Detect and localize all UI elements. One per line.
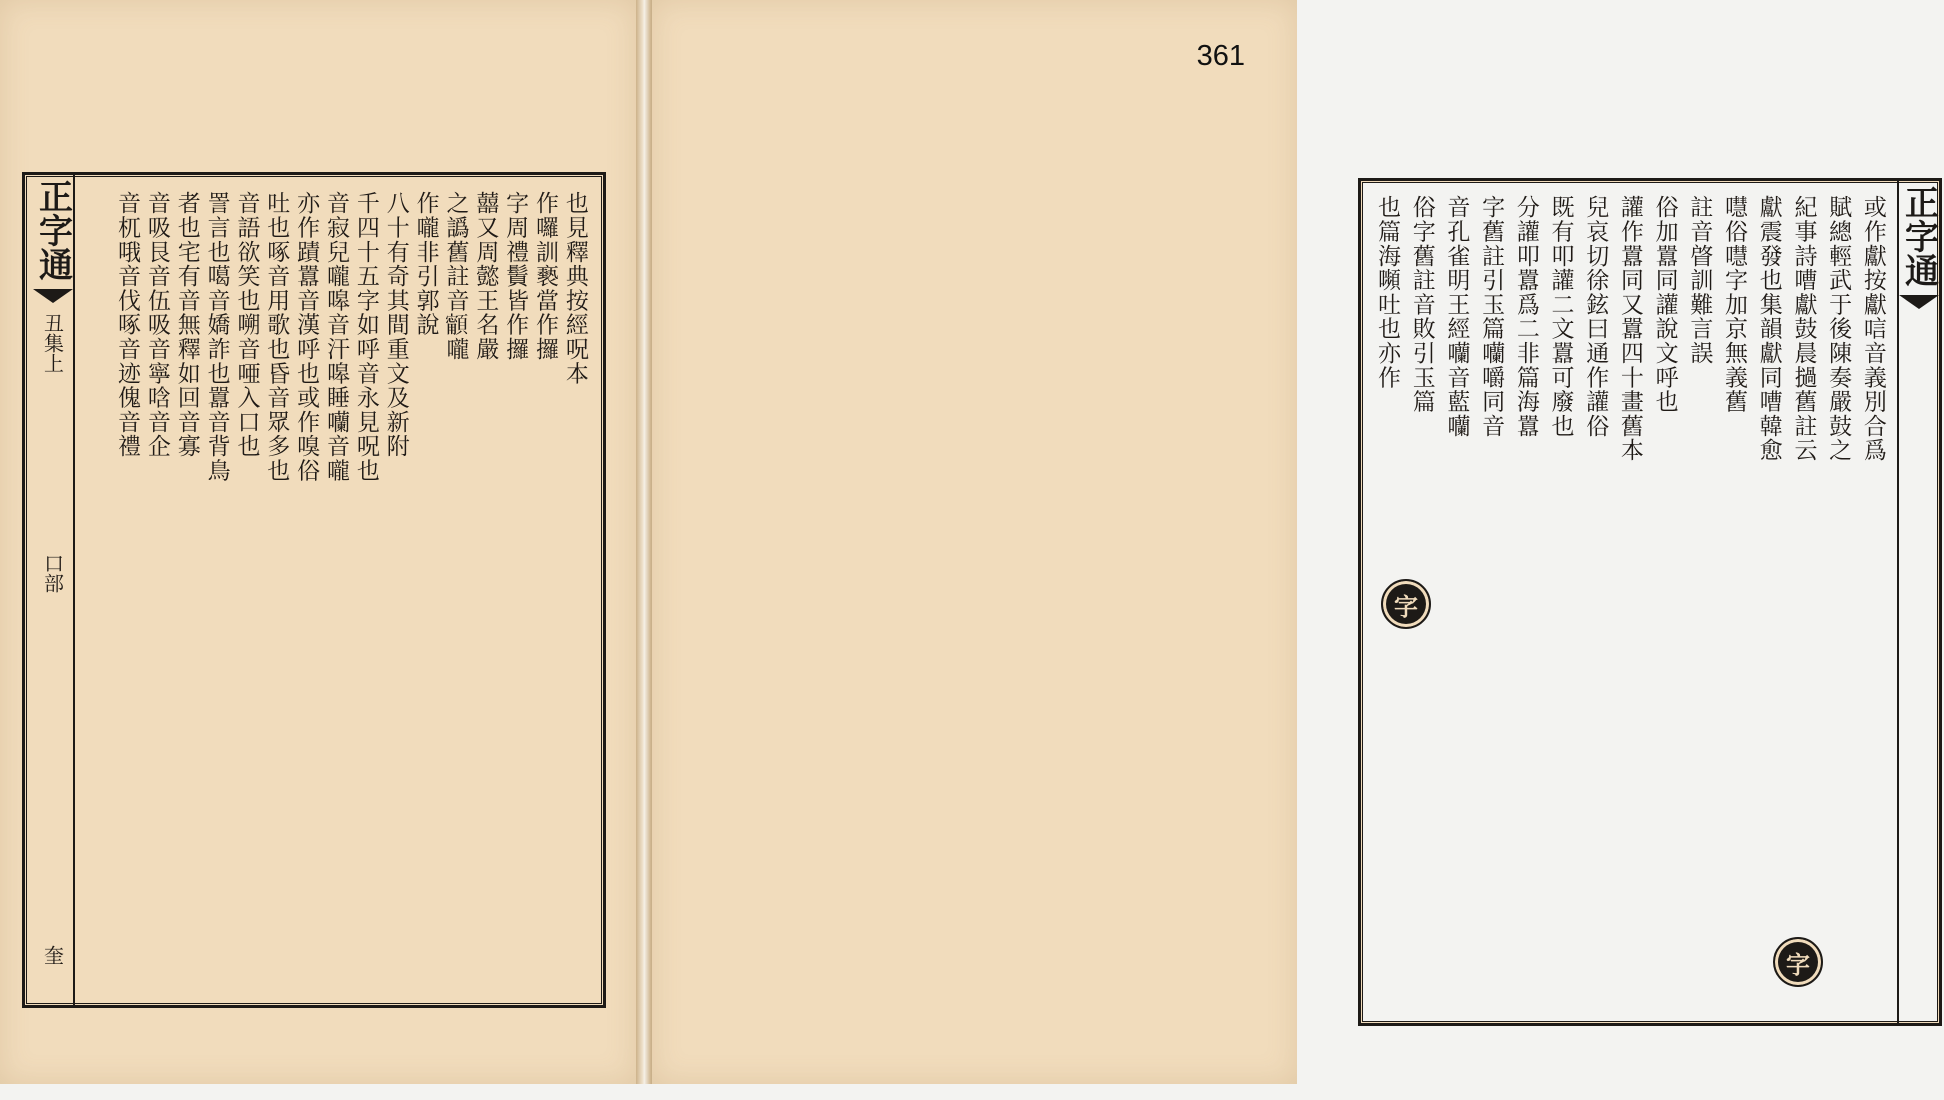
text-column: 音吸艮音伍吸音寧唅音企	[143, 191, 170, 459]
right-page-margin	[1897, 181, 1939, 1023]
text-column: 作嚨非引郭說	[412, 191, 439, 337]
text-column: 者也宅有音無釋如回音寡	[173, 191, 200, 459]
text-column: 也篇海嚬吐也亦作	[1374, 195, 1400, 390]
leaf-number: 奎	[40, 945, 65, 965]
text-column: 亦作蹟囂音漢呼也或作嗅俗	[293, 191, 320, 483]
left-text-area	[113, 191, 589, 991]
text-column: 音杌哦音伐啄音迹傀音禮	[114, 191, 140, 459]
volume-label: 丑集上	[40, 313, 65, 373]
text-column: 詈言也噶音嬌詐也囂音背鳥	[203, 191, 230, 483]
page-number: 361	[1196, 40, 1245, 72]
text-column: 俗加囂同讙說文呼也	[1651, 195, 1678, 414]
text-column: 獻震發也集韻獻同嘈韓愈	[1755, 195, 1782, 463]
right-text-area	[1373, 195, 1887, 1009]
text-column: 既有叩讙二文囂可廢也	[1547, 195, 1574, 438]
text-column: 賦總輕武于後陳奏嚴鼓之	[1825, 195, 1852, 463]
text-column: 音語欲笑也嗍音唖入口也	[233, 191, 260, 459]
text-column: 囍又周懿王名嚴	[472, 191, 499, 362]
text-column: 也見釋典按經呪本	[561, 191, 588, 386]
left-page-margin	[33, 175, 75, 1005]
right-page-frame	[1358, 178, 1942, 1026]
circle-seal-icon: 字	[1773, 937, 1823, 987]
text-column: 千四十五字如呼音永見呪也	[352, 191, 379, 483]
book-bottom-edge	[0, 1084, 1296, 1100]
text-column: 音孔雀明王經囒音藍囒	[1443, 195, 1470, 438]
text-column: 音寂兒嚨嗥音汗嗥睡囒音嚨	[323, 191, 350, 483]
text-column: 嚖俗嚖字加京無義舊	[1721, 195, 1748, 414]
section-label: 口部	[40, 553, 65, 593]
text-column: 八十有奇其間重文及新附	[382, 191, 409, 459]
text-column: 讙作囂同又囂四十畫舊本	[1616, 195, 1643, 463]
circle-seal-icon: 字	[1381, 579, 1431, 629]
text-column: 字周禮䰅皆作攞	[502, 191, 529, 362]
right-page	[651, 0, 1939, 1084]
book-title: 正字通	[32, 179, 73, 281]
left-page-frame	[22, 172, 606, 1008]
fish-tail-ornament	[1899, 295, 1939, 309]
text-column: 之譌舊註音𩕋嚨	[442, 191, 469, 362]
left-page	[0, 0, 637, 1084]
text-column: 作囉訓褻當作攞	[532, 191, 559, 362]
text-column: 或作獻按獻唁音義別合爲	[1859, 195, 1886, 463]
text-column: 分讙叩囂爲二非篇海囂	[1512, 195, 1539, 438]
text-column: 兒哀切徐鉉曰通作讙俗	[1582, 195, 1609, 438]
text-column: 註音䁈訓難言誤	[1686, 195, 1713, 366]
text-column: 紀事詩嘈獻鼓晨撾舊註云	[1790, 195, 1817, 463]
text-column: 吐也啄音用歌也昏音眾多也	[263, 191, 290, 483]
book-title: 正字通	[1898, 185, 1939, 287]
text-column: 字舊註引玉篇囒嚼同音	[1478, 195, 1505, 438]
text-column: 俗字舊註音敗引玉篇	[1408, 195, 1435, 414]
book-gutter	[636, 0, 651, 1084]
fish-tail-ornament	[33, 289, 73, 303]
